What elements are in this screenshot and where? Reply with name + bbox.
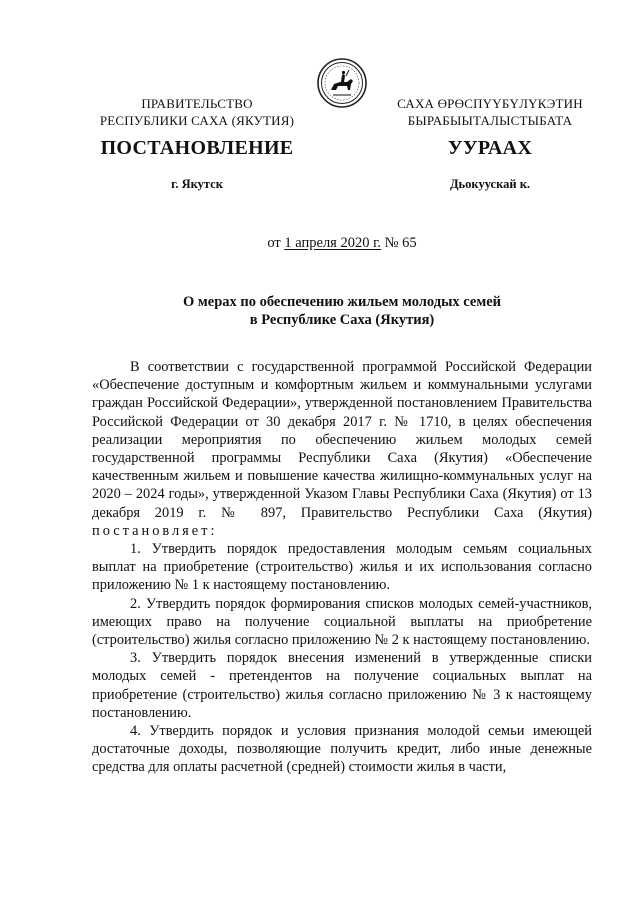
list-item: 4. Утвердить порядок и условия признания молодой семьи имеющей достаточные доходы, позволяющие получить кредит, либо иные денежные средства для оплаты расчетной (средней) стоимости жилья в части, [92,723,592,776]
list-item: 2. Утвердить порядок формирования списков молодых семей-участников, имеющих право на получение социальной выплаты на приобретение (строительство) жилья согласно приложению № 2 к настоящему постановлению. [92,595,592,649]
document-title-line1: О мерах по обеспечению жильем молодых семей [182,294,502,310]
document-type-sah: УУРААХ [447,137,533,159]
preamble-paragraph [92,358,592,540]
document-number: № 65 [381,235,417,251]
preamble-text: В соответствии с государственной программой Российской Федерации «Обеспечение доступным и комфортным жильем и коммунальными услугами граждан Российской Федерации», утвержденной постановлением Правительства Российской Федерации от 30 декабря 2017 г. № 1710, в целях обеспечения реализации мероприятия по обеспечению жильем молодых семей государственной программы Республики Саха (Якутия) «Обеспечение качественным жильем и повышение качества жилищно-коммунальных услуг на 2020 – 2024 годы», утвержденной Указом Главы Республики Саха (Якутия) от 13 декабря 2019 г. № 897, Правительство Республики Саха (Якутия) [92,359,592,521]
right-authority-line1: САХА ӨРӨСПҮҮБҮЛҮКЭТИН [397,96,583,111]
document-type-ru: ПОСТАНОВЛЕНИЕ [100,137,294,159]
date-line [92,235,592,252]
right-authority-line2: БЫРАБЫЫТАЛЫСТЫБАТА [407,113,573,128]
list-item: 1. Утвердить порядок предоставления молодым семьям социальных выплат на приобретение (строительство) жилья и их использования согласно приложению № 1 к настоящему постановлению. [92,541,592,594]
city-sah: Дьокуускай к. [449,177,531,191]
city-ru: г. Якутск [171,177,223,191]
document-title [92,293,592,329]
left-authority-line1: ПРАВИТЕЛЬСТВО [141,96,253,111]
left-authority-line2: РЕСПУБЛИКИ САХА (ЯКУТИЯ) [99,113,295,128]
left-authority [92,95,302,129]
date-prefix: от [267,235,285,251]
document-title-line2: в Республике Саха (Якутия) [249,312,435,328]
right-authority [385,95,595,129]
list-item: 3. Утвердить порядок внесения изменений в утвержденные списки молодых семей - претендентов на получение социальных выплат на приобретение (строительство) жилья согласно приложению № 3 к настоящему постановлению. [92,650,592,721]
coat-of-arms-icon [316,57,368,109]
resolves-word: постановляет: [92,522,218,539]
document-date: 1 апреля 2020 г. [284,235,382,251]
document-body [92,358,592,777]
